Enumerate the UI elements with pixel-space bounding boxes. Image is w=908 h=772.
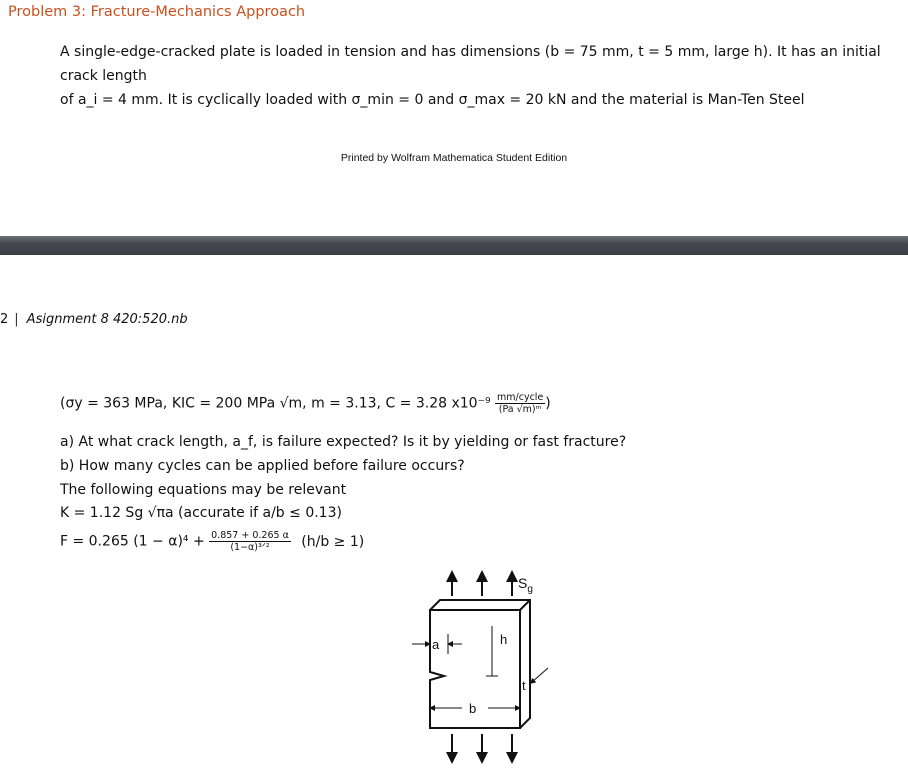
- equation-f-fraction: [209, 530, 291, 553]
- units-fraction: [495, 392, 545, 415]
- label-b: b: [469, 701, 477, 716]
- page-number: 2: [0, 312, 9, 327]
- equation-f-denominator: (1−α)³ᐟ²: [230, 542, 270, 553]
- equation-f: [60, 530, 364, 553]
- units-denominator: (Pa √m)ᵐ: [498, 404, 542, 415]
- label-t: t: [522, 678, 526, 693]
- problem-statement: [60, 40, 900, 112]
- cracked-plate-diagram: [410, 568, 570, 768]
- notebook-filename: Asignment 8 420:520.nb: [26, 312, 188, 327]
- label-h: h: [500, 632, 508, 647]
- page-header: [0, 312, 188, 327]
- close-paren: ): [545, 395, 551, 412]
- question-a: a) At what crack length, a_f, is failure expected? Is it by yielding or fast fracture?: [60, 434, 627, 450]
- equation-f-right: (h/b ≥ 1): [301, 533, 365, 550]
- printed-by-footer: Printed by Wolfram Mathematica Student Edition: [340, 152, 568, 164]
- thickness-dimension: [532, 668, 548, 682]
- equation-f-numerator: 0.857 + 0.265 α: [211, 530, 289, 541]
- page-break-bar: [0, 236, 908, 255]
- bottom-load-arrows: [452, 734, 512, 758]
- prop-kic: KIC = 200 MPa √m,: [171, 395, 307, 412]
- equation-k: K = 1.12 Sg √πa (accurate if a/b ≤ 0.13): [60, 505, 342, 521]
- material-properties: [60, 392, 551, 415]
- question-b: b) How many cycles can be applied before failure occurs?: [60, 458, 465, 474]
- prop-m: m = 3.13,: [311, 395, 381, 412]
- plate-body: [430, 600, 530, 728]
- statement-line-1: A single-edge-cracked plate is loaded in tension and has dimensions (b = 75 mm, t = 5 mm, large h). It has an initial crack length: [60, 44, 881, 84]
- label-a: a: [432, 637, 440, 652]
- prop-yield: (σy = 363 MPa,: [60, 395, 168, 412]
- problem-title: Problem 3: Fracture-Mechanics Approach: [8, 4, 306, 20]
- statement-line-2: of a_i = 4 mm. It is cyclically loaded with σ_min = 0 and σ_max = 20 kN and the material is Man-Ten Steel: [60, 92, 805, 108]
- label-sg: $S_g$: [518, 575, 533, 595]
- height-dimension: [486, 626, 498, 676]
- equations-intro: The following equations may be relevant: [60, 482, 347, 498]
- prop-c: C = 3.28 x10⁻⁹: [385, 395, 491, 412]
- header-separator: |: [14, 312, 19, 327]
- units-numerator: mm/cycle: [497, 392, 544, 403]
- top-load-arrows: [452, 576, 512, 596]
- equation-f-left: F = 0.265 (1 − α)⁴ +: [60, 533, 205, 550]
